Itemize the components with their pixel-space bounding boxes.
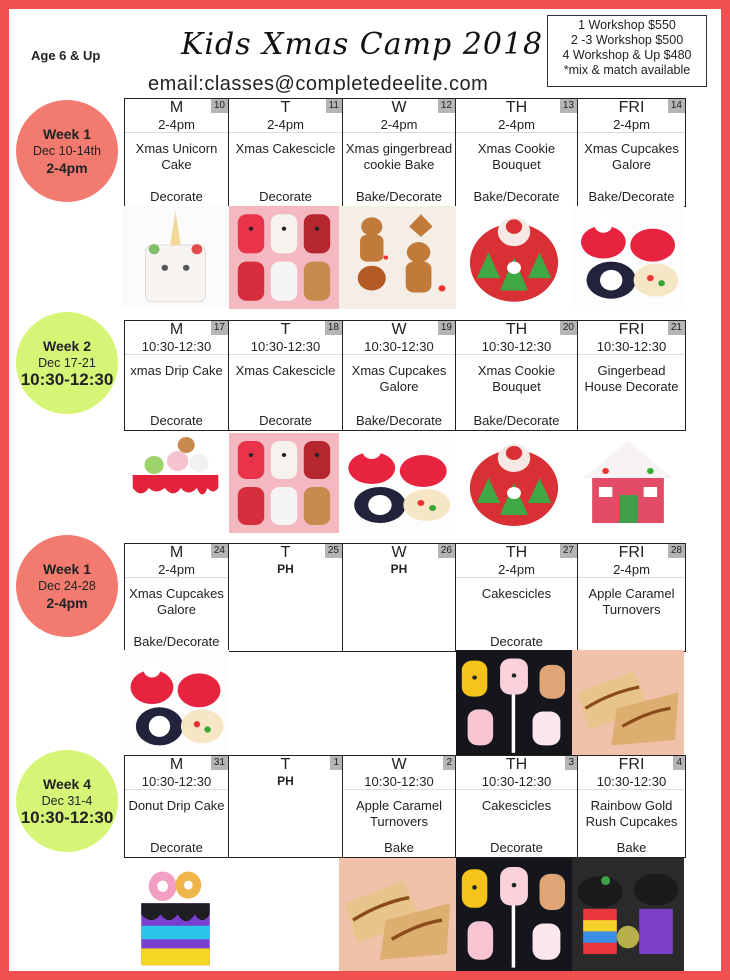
date-number: 4 — [673, 756, 685, 770]
class-name: Xmas Cookie Bouquet — [477, 363, 556, 394]
week-schedule-grid — [124, 543, 686, 652]
class-activity: Bake/Decorate — [133, 634, 220, 649]
date-number: 27 — [560, 544, 577, 558]
day-label: W — [391, 99, 407, 116]
date-number: 26 — [438, 544, 455, 558]
week-badge — [16, 535, 118, 637]
date-number: 21 — [668, 321, 685, 335]
class-activity: Bake/Decorate — [356, 189, 442, 204]
date-number: 18 — [325, 321, 342, 335]
class-time: 10:30-12:30 — [343, 339, 455, 355]
day-label: W — [391, 756, 407, 773]
date-number: 19 — [438, 321, 455, 335]
class-name: Cakescicles — [481, 798, 552, 813]
class-time: 10:30-12:30 — [125, 339, 228, 355]
rainbow-cupcakes-photo — [572, 858, 684, 971]
date-number: 20 — [560, 321, 577, 335]
day-label: W — [391, 321, 407, 338]
class-time: 2-4pm — [343, 117, 455, 133]
day-cell[interactable] — [578, 756, 686, 858]
day-cell[interactable] — [578, 99, 686, 207]
day-label: M — [169, 99, 184, 116]
price-line: 2 -3 Workshop $500 — [570, 33, 684, 47]
class-activity: Decorate — [490, 634, 543, 649]
class-name: Xmas Cupcakes Galore — [351, 363, 447, 394]
week-hours: 2-4pm — [46, 159, 88, 176]
day-cell[interactable] — [343, 544, 456, 652]
week-label: Week 1 — [43, 560, 91, 577]
day-cell[interactable] — [456, 756, 578, 858]
date-number: 3 — [565, 756, 577, 770]
day-cell[interactable] — [456, 99, 578, 207]
pricing-box — [547, 15, 707, 87]
week-label: Week 1 — [43, 125, 91, 142]
cookie-bouquet-photo — [456, 433, 572, 533]
date-number: 28 — [668, 544, 685, 558]
class-activity: Decorate — [490, 840, 543, 855]
cookie-bouquet-photo — [456, 206, 572, 309]
day-cell[interactable] — [456, 321, 578, 431]
age-requirement: Age 6 & Up — [31, 48, 101, 63]
class-activity: Bake — [616, 840, 647, 855]
drip-cake-photo — [122, 433, 229, 533]
donut-drip-cake-photo — [122, 858, 229, 971]
day-cell[interactable] — [125, 99, 229, 207]
class-time: 2-4pm — [125, 117, 228, 133]
class-time: 10:30-12:30 — [578, 339, 685, 355]
gingerbread-cookies-photo — [339, 206, 456, 309]
class-activity: Decorate — [150, 413, 203, 428]
class-name: Xmas Cookie Bouquet — [477, 141, 556, 172]
class-name: Donut Drip Cake — [128, 798, 225, 813]
apple-turnovers-photo — [572, 650, 684, 756]
class-activity: Bake/Decorate — [473, 189, 560, 204]
class-activity: Bake/Decorate — [473, 413, 560, 428]
class-time: 10:30-12:30 — [456, 774, 577, 790]
day-label: M — [169, 756, 184, 773]
week-dates: Dec 24-28 — [38, 578, 96, 593]
price-line: 4 Workshop & Up $480 — [562, 48, 692, 62]
week-schedule-grid — [124, 98, 686, 207]
date-number: 11 — [326, 99, 342, 113]
week-dates: Dec 31-4 — [41, 793, 93, 808]
class-name: Xmas Unicorn Cake — [135, 141, 218, 172]
class-time: PH — [277, 774, 294, 788]
apple-turnovers-photo — [339, 858, 456, 971]
class-time: 10:30-12:30 — [229, 339, 342, 355]
day-label: TH — [505, 99, 528, 116]
class-activity: Decorate — [259, 189, 312, 204]
day-cell[interactable] — [229, 544, 343, 652]
date-number: 14 — [668, 99, 685, 113]
class-name: Xmas Cupcakes Galore — [129, 586, 224, 617]
week-schedule-grid — [124, 755, 686, 858]
date-number: 2 — [443, 756, 455, 770]
day-label: TH — [505, 321, 528, 338]
class-time: 10:30-12:30 — [456, 339, 577, 355]
animal-cakesicles-photo — [456, 650, 572, 756]
week-label: Week 4 — [43, 775, 91, 792]
class-time: 2-4pm — [125, 562, 228, 578]
flyer-page — [9, 9, 721, 971]
price-note: *mix & match available — [563, 63, 691, 77]
date-number: 12 — [438, 99, 455, 113]
cakesicles-photo — [229, 206, 339, 309]
class-name: Cakescicles — [481, 586, 552, 601]
class-activity: Bake/Decorate — [588, 189, 675, 204]
day-cell[interactable] — [578, 544, 686, 652]
gingerbread-house-photo — [572, 433, 684, 533]
class-time: 10:30-12:30 — [578, 774, 685, 790]
class-time: 10:30-12:30 — [125, 774, 228, 790]
week-label: Week 2 — [43, 337, 91, 354]
date-number: 10 — [211, 99, 228, 113]
date-number: 31 — [211, 756, 228, 770]
class-name: Xmas Cupcakes Galore — [584, 141, 679, 172]
week-hours: 10:30-12:30 — [20, 369, 114, 389]
day-cell[interactable] — [229, 99, 343, 207]
class-name: Xmas Cakescicle — [235, 363, 336, 378]
week-dates: Dec 10-14th — [32, 143, 102, 158]
day-cell[interactable] — [343, 99, 456, 207]
unicorn-cake-photo — [122, 206, 229, 309]
day-cell[interactable] — [343, 756, 456, 858]
date-number: 1 — [330, 756, 342, 770]
day-cell[interactable] — [456, 544, 578, 652]
class-name: Xmas gingerbread cookie Bake — [345, 141, 453, 172]
class-activity: Bake — [384, 840, 414, 855]
class-name: Xmas Cakescicle — [235, 141, 336, 156]
xmas-cupcakes-photo — [122, 650, 229, 756]
date-number: 24 — [211, 544, 228, 558]
class-activity: Bake/Decorate — [356, 413, 442, 428]
day-cell[interactable] — [125, 756, 229, 858]
class-name: Apple Caramel Turnovers — [356, 798, 442, 829]
day-cell[interactable] — [125, 544, 229, 652]
date-number: 25 — [325, 544, 342, 558]
week-badge — [16, 312, 118, 414]
class-name: Rainbow Gold Rush Cupcakes — [585, 798, 678, 829]
day-label: FRI — [618, 321, 645, 338]
day-label: T — [280, 756, 291, 773]
animal-cakesicles-photo — [456, 858, 572, 971]
day-label: T — [280, 99, 291, 116]
week-hours: 2-4pm — [46, 594, 88, 611]
class-time: 2-4pm — [456, 117, 577, 133]
day-cell[interactable] — [578, 321, 686, 431]
day-label: T — [280, 544, 291, 561]
day-label: FRI — [618, 756, 645, 773]
class-time: 10:30-12:30 — [343, 774, 455, 790]
class-name: Apple Caramel Turnovers — [588, 586, 675, 617]
price-line: 1 Workshop $550 — [578, 18, 676, 32]
cakesicles-photo — [229, 433, 339, 533]
class-time: 2-4pm — [229, 117, 342, 133]
week-schedule-grid — [124, 320, 686, 431]
day-label: M — [169, 321, 184, 338]
date-number: 17 — [211, 321, 228, 335]
day-label: M — [169, 544, 184, 561]
day-label: T — [280, 321, 291, 338]
day-cell[interactable] — [343, 321, 456, 431]
class-name: Gingerbead House Decorate — [584, 363, 679, 394]
week-badge — [16, 750, 118, 852]
week-dates: Dec 17-21 — [38, 355, 96, 370]
class-activity: Decorate — [150, 189, 203, 204]
day-label: W — [391, 544, 407, 561]
class-activity: Decorate — [259, 413, 312, 428]
class-time: PH — [390, 562, 408, 576]
day-label: FRI — [618, 99, 645, 116]
class-time: 2-4pm — [578, 117, 685, 133]
day-cell[interactable] — [229, 321, 343, 431]
week-badge — [16, 100, 118, 202]
class-time: 2-4pm — [578, 562, 685, 578]
xmas-cupcakes-photo — [572, 206, 684, 309]
xmas-cupcakes-photo — [339, 433, 456, 533]
class-name: xmas Drip Cake — [130, 363, 223, 378]
date-number: 13 — [560, 99, 577, 113]
day-cell[interactable] — [229, 756, 343, 858]
week-hours: 10:30-12:30 — [20, 807, 114, 827]
day-cell[interactable] — [125, 321, 229, 431]
class-time: PH — [277, 562, 294, 576]
page-title: Kids Xmas Camp 2018 — [181, 27, 544, 62]
day-label: TH — [505, 756, 528, 773]
class-time: 2-4pm — [456, 562, 577, 578]
day-label: FRI — [618, 544, 645, 561]
day-label: TH — [505, 544, 528, 561]
contact-email[interactable]: email:classes@completedeelite.com — [148, 73, 489, 95]
class-activity: Decorate — [150, 840, 203, 855]
